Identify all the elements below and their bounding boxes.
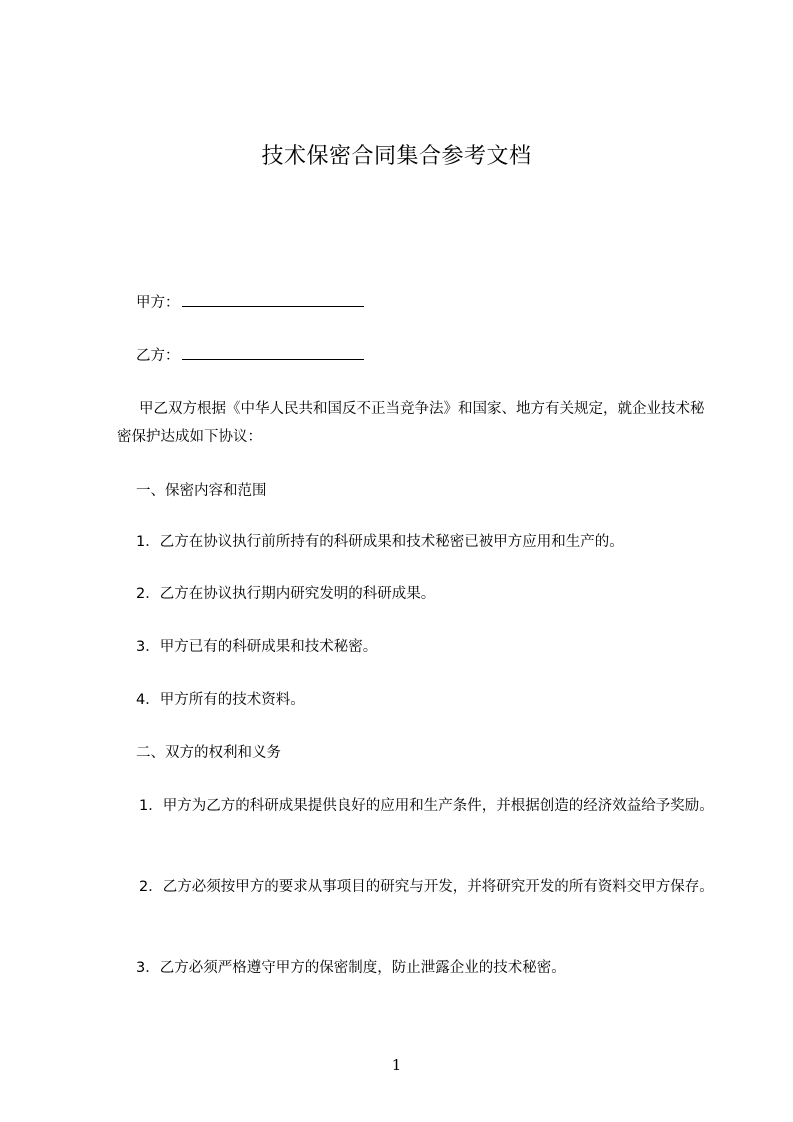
section2-heading: 二、双方的权利和义务 [136, 745, 281, 761]
party-a-blank [182, 292, 364, 307]
intro-paragraph: 甲乙双方根据《中华人民共和国反不正当竞争法》和国家、地方有关规定，就企业技术秘密保护达成如下协议： [117, 401, 705, 445]
section2-item: 3．乙方必须严格遵守甲方的保密制度，防止泄露企业的技术秘密。 [136, 960, 566, 976]
section1-heading: 一、保密内容和范围 [136, 483, 267, 499]
party-a-line [136, 292, 364, 313]
section2-item: 1．甲方为乙方的科研成果提供良好的应用和生产条件，并根据创造的经济效益给予奖励。 [139, 798, 714, 814]
section1-item: 2．乙方在协议执行期内研究发明的科研成果。 [136, 586, 436, 602]
page-number: 1 [391, 1056, 402, 1074]
party-b-line [136, 345, 364, 366]
section2-item: 2．乙方必须按甲方的要求从事项目的研究与开发，并将研究开发的所有资料交甲方保存。 [139, 879, 714, 895]
party-b-label: 乙方： [136, 348, 180, 364]
section1-item: 1．乙方在协议执行前所持有的科研成果和技术秘密已被甲方应用和生产的。 [136, 534, 624, 550]
party-b-blank [182, 345, 364, 360]
party-a-label: 甲方： [136, 295, 180, 311]
document-title: 技术保密合同集合参考文档 [261, 144, 532, 169]
section1-item: 4．甲方所有的技术资料。 [136, 692, 305, 708]
section1-item: 3．甲方已有的科研成果和技术秘密。 [136, 639, 378, 655]
